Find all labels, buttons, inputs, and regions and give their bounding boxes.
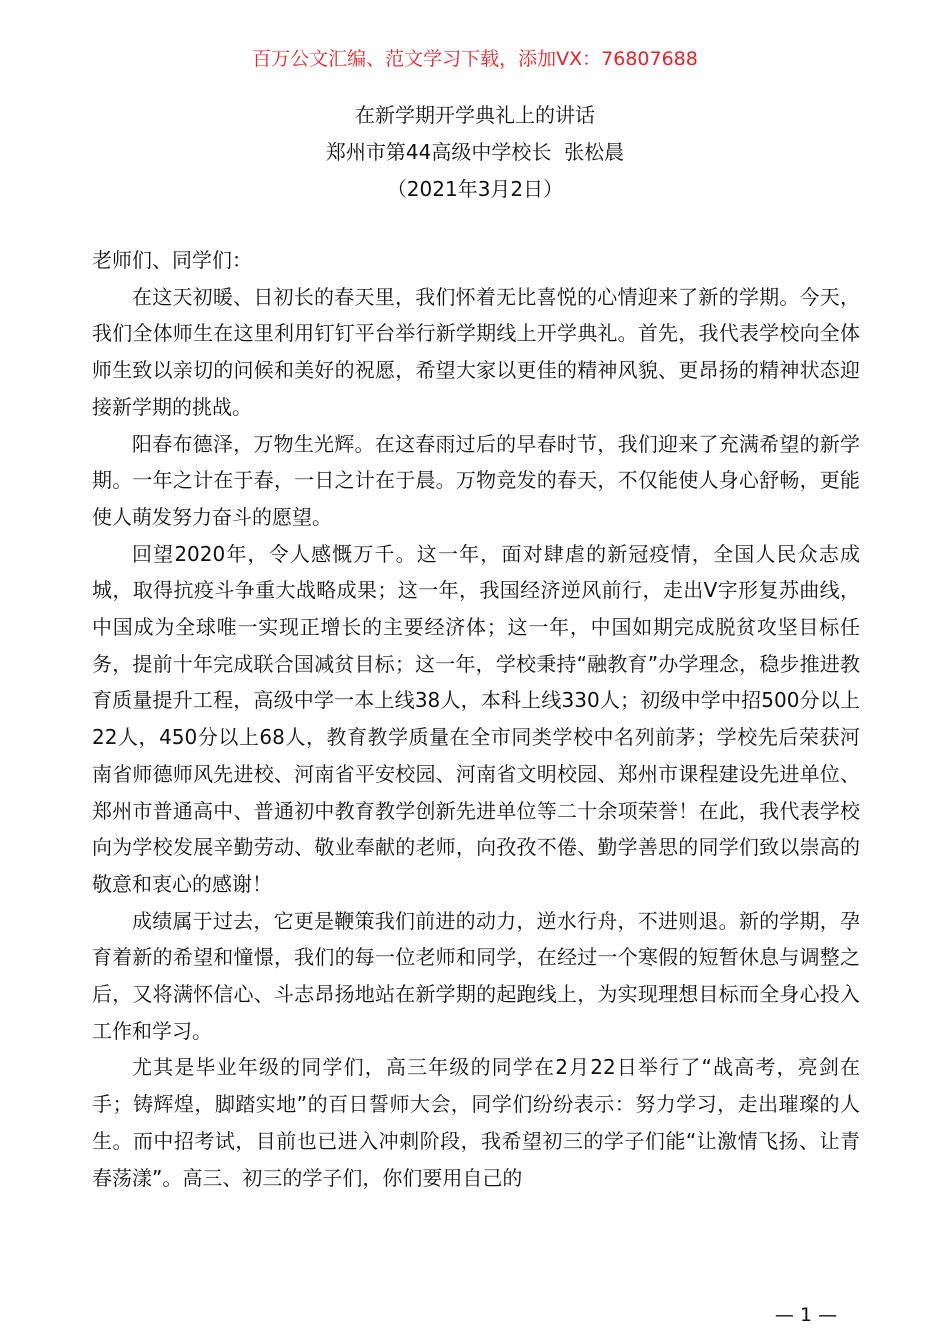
speech-body: [92, 242, 860, 1196]
paragraph: 在这天初暖、日初长的春天里，我们怀着无比喜悦的心情迎来了新的学期。今天，我们全体师生在这里利用钉钉平台举行新学期线上开学典礼。首先，我代表学校向全体师生致以亲切的问候和美好的祝愿，希望大家以更佳的精神风貌、更昂扬的精神状态迎接新学期的挑战。: [92, 284, 860, 419]
paragraph: 阳春布德泽，万物生光辉。在这春雨过后的早春时节，我们迎来了充满希望的新学期。一年之计在于春，一日之计在于晨。万物竞发的春天，不仅能使人身心舒畅，更能使人萌发努力奋斗的愿望。: [92, 431, 860, 529]
paragraph: 成绩属于过去，它更是鞭策我们前进的动力，逆水行舟，不进则退。新的学期，孕育着新的希望和憧憬，我们的每一位老师和同学，在经过一个寒假的短暂休息与调整之后，又将满怀信心、斗志昂扬地站在新学期的起跑线上，为实现理想目标而全身心投入工作和学习。: [92, 908, 860, 1043]
speech-date: （2021年3月2日）: [386, 177, 564, 201]
speech-title: 在新学期开学典礼上的讲话: [355, 103, 595, 127]
speech-author: 郑州市第44高级中学校长 张松晨: [325, 140, 625, 164]
promo-banner: 百万公文汇编、范文学习下载，添加VX：76807688: [252, 48, 698, 70]
salutation: 老师们、同学们：: [92, 248, 252, 272]
paragraph: 回望2020年，令人感慨万千。这一年，面对肆虐的新冠疫情，全国人民众志成城，取得抗疫斗争重大战略成果；这一年，我国经济逆风前行，走出V字形复苏曲线，中国成为全球唯一实现正增长的主要经济体；这一年，中国如期完成脱贫攻坚目标任务，提前十年完成联合国减贫目标；这一年，学校秉持“融教育”办学理念，稳步推进教育质量提升工程，高级中学一本上线38人，本科上线330人；初级中学中招500分以上22人，450分以上68人，教育教学质量在全市同类学校中名列前茅；学校先后荣获河南省师德师风先进校、河南省平安校园、河南省文明校园、郑州市课程建设先进单位、郑州市普通高中、普通初中教育教学创新先进单位等二十余项荣誉！在此，我代表学校向为学校发展辛勤劳动、敬业奉献的老师，向孜孜不倦、勤学善思的同学们致以崇高的敬意和衷心的感谢！: [92, 541, 860, 896]
paragraph: 尤其是毕业年级的同学们，高三年级的同学在2月22日举行了“战高考，亮剑在手；铸辉煌，脚踏实地”的百日誓师大会，同学们纷纷表示：努力学习，走出璀璨的人生。而中招考试，目前也已进入冲刺阶段，我希望初三的学子们能“让激情飞扬、让青春荡漾”。高三、初三的学子们，你们要用自己的: [92, 1055, 860, 1190]
page-number: — 1 —: [774, 1304, 838, 1326]
speech-header: [0, 97, 950, 208]
